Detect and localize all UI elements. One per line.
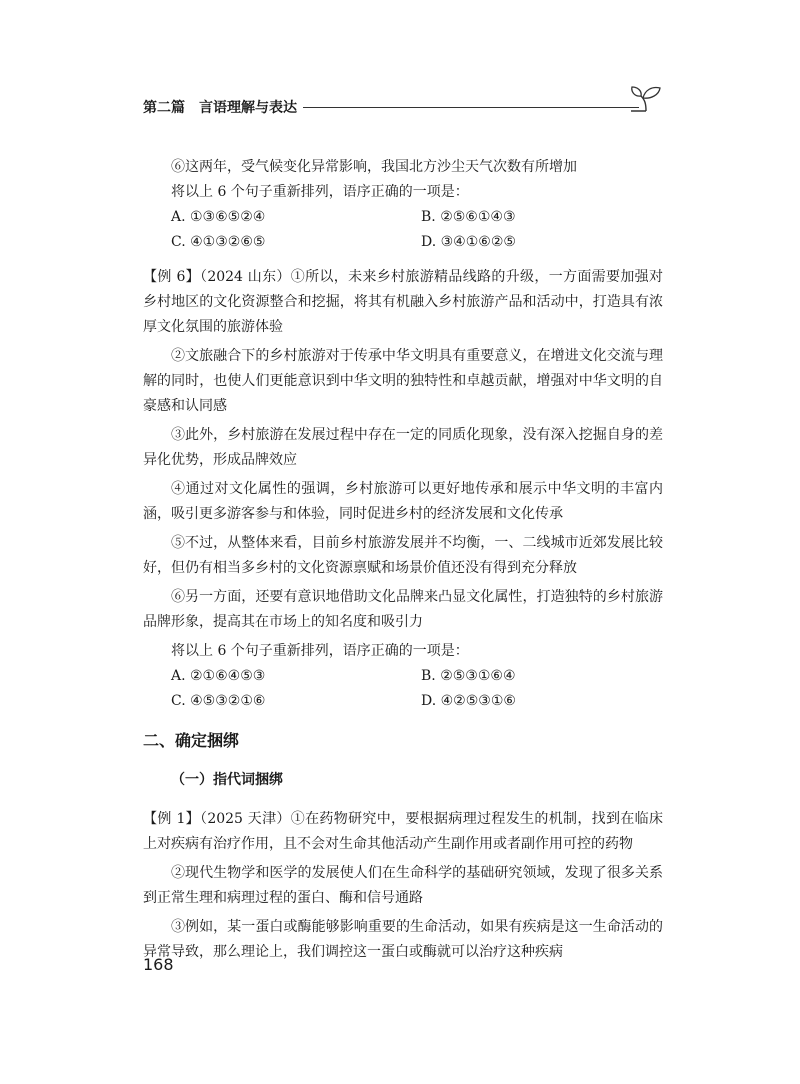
- example1-sentence-3: ③例如，某一蛋白或酶能够影响重要的生命活动，如果有疾病是这一生命活动的异常导致，那么理论上，我们调控这一蛋白或酶就可以治疗这种疾病: [143, 919, 663, 960]
- prev-option-b: B. ②⑤⑥①④③: [421, 209, 516, 225]
- example1-sentence-2: ②现代生物学和医学的发展使人们在生命科学的基础研究领域，发现了很多关系到正常生理和病理过程的蛋白、酶和信号通路: [143, 865, 663, 906]
- page-body: [143, 155, 663, 969]
- running-header: [143, 96, 663, 120]
- example6-option-c: C. ④⑤③②①⑥: [171, 693, 266, 709]
- prev-option-a: A. ①③⑥⑤②④: [171, 209, 266, 225]
- example6-option-b: B. ②⑤③①⑥④: [421, 668, 516, 684]
- header-part: 第二篇: [143, 100, 185, 116]
- example6-sentence-1: 【例 6】（2024 山东）①所以，未来乡村旅游精品线路的升级，一方面需要加强对乡村地区的文化资源整合和挖掘，将其有机融入乡村旅游产品和活动中，打造具有浓厚文化氛围的旅游体验: [143, 269, 664, 335]
- prev-prompt: 将以上 6 个句子重新排列，语序正确的一项是：: [171, 184, 469, 200]
- subsection-title: （一）指代词捆绑: [171, 772, 283, 788]
- example6-sentence-2: ②文旅融合下的乡村旅游对于传承中华文明具有重要意义，在增进文化交流与理解的同时，也使人们更能意识到中华文明的独特性和卓越贡献，增强对中华文明的自豪感和认同感: [143, 348, 663, 414]
- example1-tag: 【例 1】（2025 天津）: [143, 811, 291, 827]
- example6-prompt: 将以上 6 个句子重新排列，语序正确的一项是：: [171, 643, 469, 659]
- header-chapter: 言语理解与表达: [199, 100, 297, 116]
- example6-option-a: A. ②①⑥④⑤③: [171, 668, 266, 684]
- example6-sentence-6: ⑥另一方面，还要有意识地借助文化品牌来凸显文化属性，打造独特的乡村旅游品牌形象，提高其在市场上的知名度和吸引力: [143, 589, 663, 630]
- section-title: 二、确定捆绑: [143, 731, 240, 750]
- example1-sentence-1: 【例 1】（2025 天津）①在药物研究中，要根据病理过程发生的机制，找到在临床上对疾病有治疗作用，且不会对生命其他活动产生副作用或者副作用可控的药物: [143, 811, 664, 852]
- prev-option-c: C. ④①③②⑥⑤: [171, 234, 266, 250]
- header-rule: [303, 107, 639, 108]
- sprout-icon: [629, 78, 663, 112]
- example6-options: [143, 664, 663, 714]
- example6-tag: 【例 6】（2024 山东）: [143, 269, 291, 285]
- example6-sentence-3: ③此外，乡村旅游在发展过程中存在一定的同质化现象，没有深入挖掘自身的差异化优势，形成品牌效应: [143, 427, 663, 468]
- prev-sentence-6: ⑥这两年，受气候变化异常影响，我国北方沙尘天气次数有所增加: [171, 159, 577, 175]
- header-title: [143, 97, 297, 117]
- page-number: 168: [143, 955, 174, 974]
- example6-sentence-5: ⑤不过，从整体来看，目前乡村旅游发展并不均衡，一、二线城市近郊发展比较好，但仍有相当多乡村的文化资源禀赋和场景价值还没有得到充分释放: [143, 535, 663, 576]
- example6-sentence-4: ④通过对文化属性的强调，乡村旅游可以更好地传承和展示中华文明的丰富内涵，吸引更多游客参与和体验，同时促进乡村的经济发展和文化传承: [143, 481, 663, 522]
- example6-option-d: D. ④②⑤③①⑥: [421, 693, 516, 709]
- prev-option-d: D. ③④①⑥②⑤: [421, 234, 516, 250]
- prev-options: [143, 205, 663, 255]
